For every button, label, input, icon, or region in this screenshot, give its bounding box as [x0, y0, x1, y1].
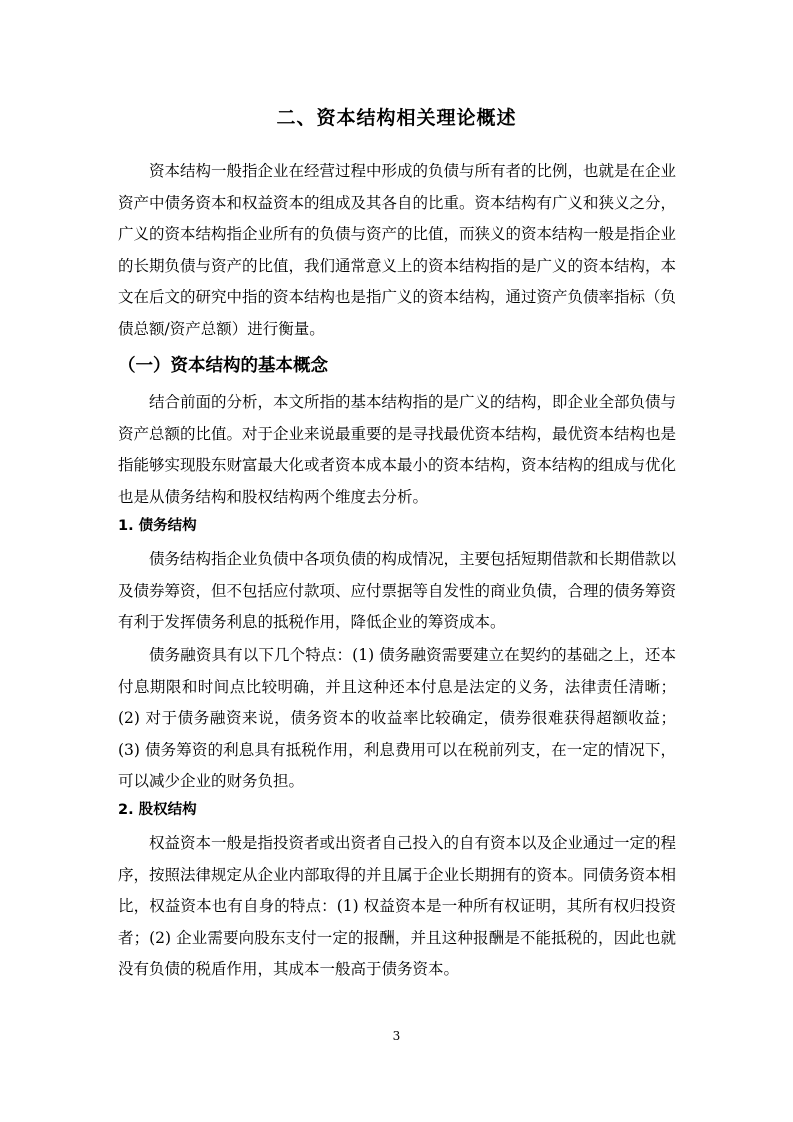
debt-features-paragraph: 债务融资具有以下几个特点：(1) 债务融资需要建立在契约的基础之上，还本付息期限和时间点比较明确，并且这种还本付息是法定的义务，法律责任清晰；(2) 对于债务融资来说，债务资本的收益率比较确定，债券很难获得超额收益；(3) 债务筹资的利息具有抵税作用，利息费用可以在税前列支，在一定的情况下，可以减少企业的财务负担。: [118, 646, 676, 790]
equity-structure-paragraph: 权益资本一般是指投资者或出资者自己投入的自有资本以及企业通过一定的程序，按照法律规定从企业内部取得的并且属于企业长期拥有的资本。同债务资本相比，权益资本也有自身的特点：(1) 权益资本是一种所有权证明，其所有权归投资者；(2) 企业需要向股东支付一定的报酬，并且这种报酬是不能抵税的，因此也就没有负债的税盾作用，其成本一般高于债务资本。: [118, 834, 677, 978]
page-title: 二、资本结构相关理论概述: [276, 107, 517, 129]
intro-paragraph: 资本结构一般指企业在经营过程中形成的负债与所有者的比例，也就是在企业资产中债务资本和权益资本的组成及其各自的比重。资本结构有广义和狭义之分，广义的资本结构指企业所有的负债与资产的比值，而狭义的资本结构一般是指企业的长期负债与资产的比值，我们通常意义上的资本结构指的是广义的资本结构，本文在后文的研究中指的资本结构也是指广义的资本结构，通过资产负债率指标（负债总额/资产总额）进行衡量。: [118, 162, 677, 338]
subsection-heading-equity-structure: 2. 股权结构: [118, 802, 197, 818]
basic-concept-paragraph: 结合前面的分析，本文所指的基本结构指的是广义的结构，即企业全部负债与资产总额的比值。对于企业来说最重要的是寻找最优资本结构，最优资本结构也是指能够实现股东财富最大化或者资本成本最小的资本结构，资本结构的组成与优化也是从债务结构和股权结构两个维度去分析。: [118, 393, 677, 506]
section-heading-basic-concept: （一）资本结构的基本概念: [118, 356, 328, 376]
subsection-heading-debt-structure: 1. 债务结构: [118, 518, 197, 534]
debt-structure-paragraph: 债务结构指企业负债中各项负债的构成情况，主要包括短期借款和长期借款以及债券筹资，但不包括应付款项、应付票据等自发性的商业负债，合理的债务筹资有利于发挥债务利息的抵税作用，降低企业的筹资成本。: [118, 550, 677, 631]
page-number: 3: [392, 1029, 401, 1043]
